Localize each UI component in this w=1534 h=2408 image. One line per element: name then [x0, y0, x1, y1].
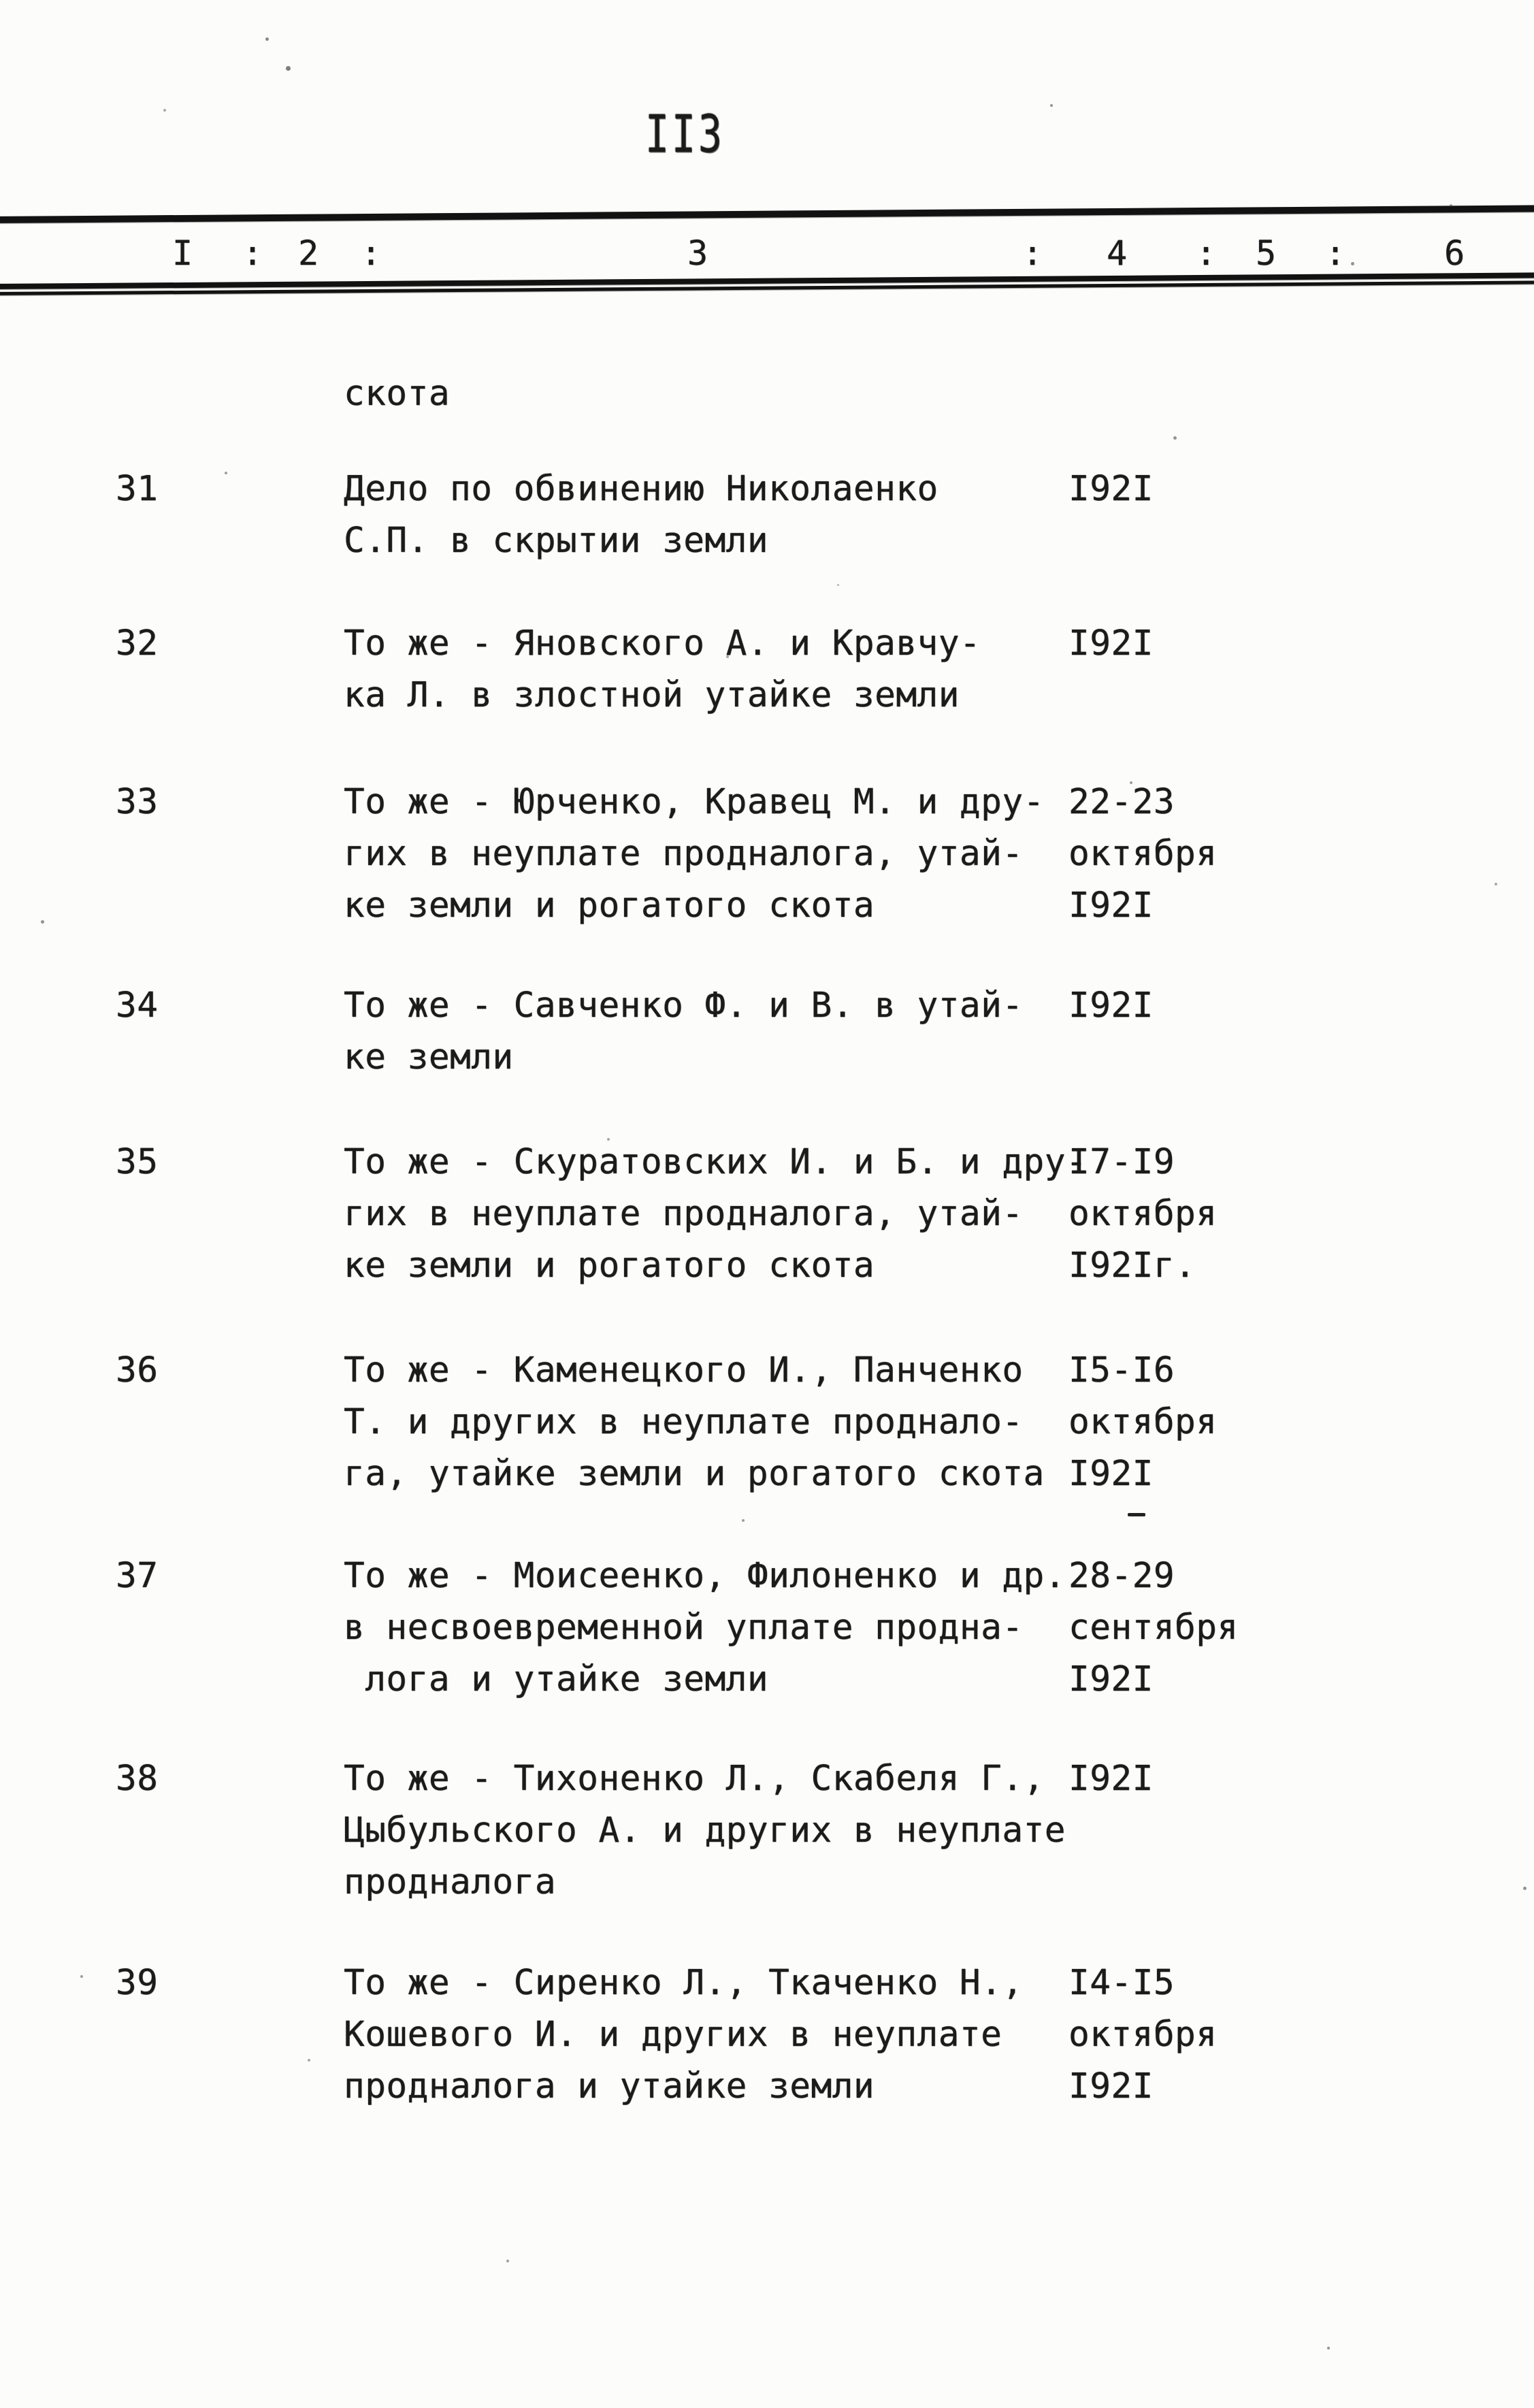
entry-description-line: ке земли	[344, 1037, 514, 1077]
entry-description-line: в несвоевременной уплате продна-	[344, 1608, 1024, 1648]
scan-speck	[80, 1975, 83, 1978]
entry-description-line: То же - Тихоненко Л., Скабеля Г.,	[344, 1759, 1045, 1799]
column-header: I	[172, 233, 193, 273]
column-header: 5	[1256, 233, 1277, 273]
scan-speck	[506, 2260, 509, 2262]
scan-speck	[1327, 2347, 1330, 2349]
scan-speck	[163, 109, 166, 112]
entry-date-line: I92I	[1068, 1454, 1154, 1494]
entry-date-line: I4-I5	[1068, 1963, 1175, 2003]
entry-number: 31	[116, 469, 159, 509]
scan-speck	[265, 37, 269, 41]
entry-number: 32	[116, 623, 159, 664]
entry-description-line: га, утайке земли и рогатого скота	[344, 1454, 1045, 1494]
entry-description-line: С.П. в скрытии земли	[344, 521, 769, 561]
entry-date-line: 22-23	[1068, 782, 1175, 822]
entry-date-line: октября	[1068, 834, 1218, 874]
entry-description	[344, 777, 1045, 932]
entry-description-line: продналога и утайке земли	[344, 2066, 875, 2106]
entry-description-line: То же - Яновского А. и Кравчу-	[344, 623, 981, 664]
entry-description-line: лога и утайке земли	[344, 1659, 769, 1699]
page-number: II3	[645, 103, 725, 165]
entry-date-line: I92I	[1068, 885, 1154, 926]
entry-description-line: То же - Сиренко Л., Ткаченко Н.,	[344, 1963, 1024, 2003]
scan-speck	[1130, 781, 1132, 784]
entry-description-line: То же - Моисеенко, Филоненко и др.	[344, 1556, 1066, 1596]
entry-description-line: продналога	[344, 1862, 557, 1902]
entry-description	[344, 1550, 1066, 1706]
scan-speck	[726, 655, 729, 658]
entry-description	[344, 1345, 1045, 1500]
entry-date-line: I92I	[1068, 469, 1154, 509]
entry-description-line: гих в неуплате продналога, утай-	[344, 834, 1024, 874]
entry-description	[344, 1957, 1024, 2113]
scan-speck	[308, 2059, 310, 2062]
column-separator: :	[1196, 233, 1217, 273]
entry-description	[344, 1753, 1066, 1908]
entry-date-line: сентября	[1068, 1608, 1239, 1648]
entry-description-line: Т. и других в неуплате проднало-	[344, 1402, 1024, 1442]
entry-number: 34	[116, 986, 159, 1026]
entry-description-line: Дело по обвинению Николаенко	[344, 469, 939, 509]
stray-dash-mark	[1128, 1513, 1145, 1516]
scan-speck	[1173, 436, 1177, 440]
column-header: 2	[298, 233, 319, 273]
column-header: 3	[687, 233, 708, 273]
entry-description-line: То же - Скуратовских И. и Б. и дру-	[344, 1142, 1088, 1182]
scan-speck	[837, 584, 839, 586]
entry-description-line: То же - Савченко Ф. и В. в утай-	[344, 986, 1024, 1026]
entry-date	[1068, 1957, 1217, 2113]
carryover-text: скота	[344, 374, 451, 414]
entry-description-line: То же - Каменецкого И., Панченко	[344, 1350, 1024, 1390]
entry-description-line: ке земли и рогатого скота	[344, 1246, 875, 1286]
column-header: 6	[1444, 233, 1465, 273]
entry-description	[344, 463, 939, 567]
table-top-rule	[0, 205, 1534, 223]
entry-date	[1068, 777, 1217, 932]
entry-number: 38	[116, 1759, 159, 1799]
column-separator: :	[1325, 233, 1346, 273]
entry-date-line: 28-29	[1068, 1556, 1175, 1596]
scan-speck	[1450, 204, 1452, 207]
entry-date-line: I92I	[1068, 986, 1154, 1026]
scan-speck	[1050, 104, 1053, 107]
entry-description-line: ке земли и рогатого скота	[344, 885, 875, 926]
entry-date-line: I92I	[1068, 2066, 1154, 2106]
entry-number: 35	[116, 1142, 159, 1182]
entry-date	[1068, 1345, 1217, 1500]
entry-description	[344, 618, 981, 721]
scan-speck	[286, 66, 291, 71]
entry-date	[1068, 1753, 1154, 1805]
entry-date-line: октября	[1068, 1402, 1218, 1442]
column-separator: :	[1022, 233, 1043, 273]
column-header: 4	[1107, 233, 1128, 273]
scan-speck	[1495, 883, 1497, 885]
scan-speck	[1351, 262, 1354, 265]
entry-date-line: I92Iг.	[1068, 1246, 1196, 1286]
entry-number: 33	[116, 782, 159, 822]
entry-date-line: I5-I6	[1068, 1350, 1175, 1390]
entry-date	[1068, 1137, 1217, 1292]
entry-description-line: То же - Юрченко, Кравец М. и дру-	[344, 782, 1045, 822]
entry-number: 39	[116, 1963, 159, 2003]
column-separator: :	[361, 233, 382, 273]
entry-date-line: октября	[1068, 1194, 1218, 1234]
entry-date	[1068, 463, 1154, 515]
entry-description-line: Цыбульского А. и других в неуплате	[344, 1810, 1066, 1851]
entry-date-line: I92I	[1068, 1659, 1154, 1699]
entry-date-line: октября	[1068, 2015, 1218, 2055]
entry-number: 37	[116, 1556, 159, 1596]
scan-speck	[41, 920, 44, 924]
scan-speck	[742, 1519, 745, 1522]
scan-speck	[607, 1138, 610, 1141]
entry-date	[1068, 980, 1154, 1032]
column-separator: :	[242, 233, 263, 273]
entry-date-line: I92I	[1068, 1759, 1154, 1799]
entry-date	[1068, 618, 1154, 670]
entry-date-line: I7-I9	[1068, 1142, 1175, 1182]
entry-date	[1068, 1550, 1239, 1706]
entry-description-line: гих в неуплате продналога, утай-	[344, 1194, 1024, 1234]
entry-date-line: I92I	[1068, 623, 1154, 664]
entry-description	[344, 980, 1024, 1084]
entry-description-line: Кошевого И. и других в неуплате	[344, 2015, 1002, 2055]
scan-speck	[225, 472, 227, 474]
entry-number: 36	[116, 1350, 159, 1390]
scan-speck	[1523, 1887, 1527, 1890]
entry-description-line: ка Л. в злостной утайке земли	[344, 675, 960, 715]
entry-description	[344, 1137, 1087, 1292]
